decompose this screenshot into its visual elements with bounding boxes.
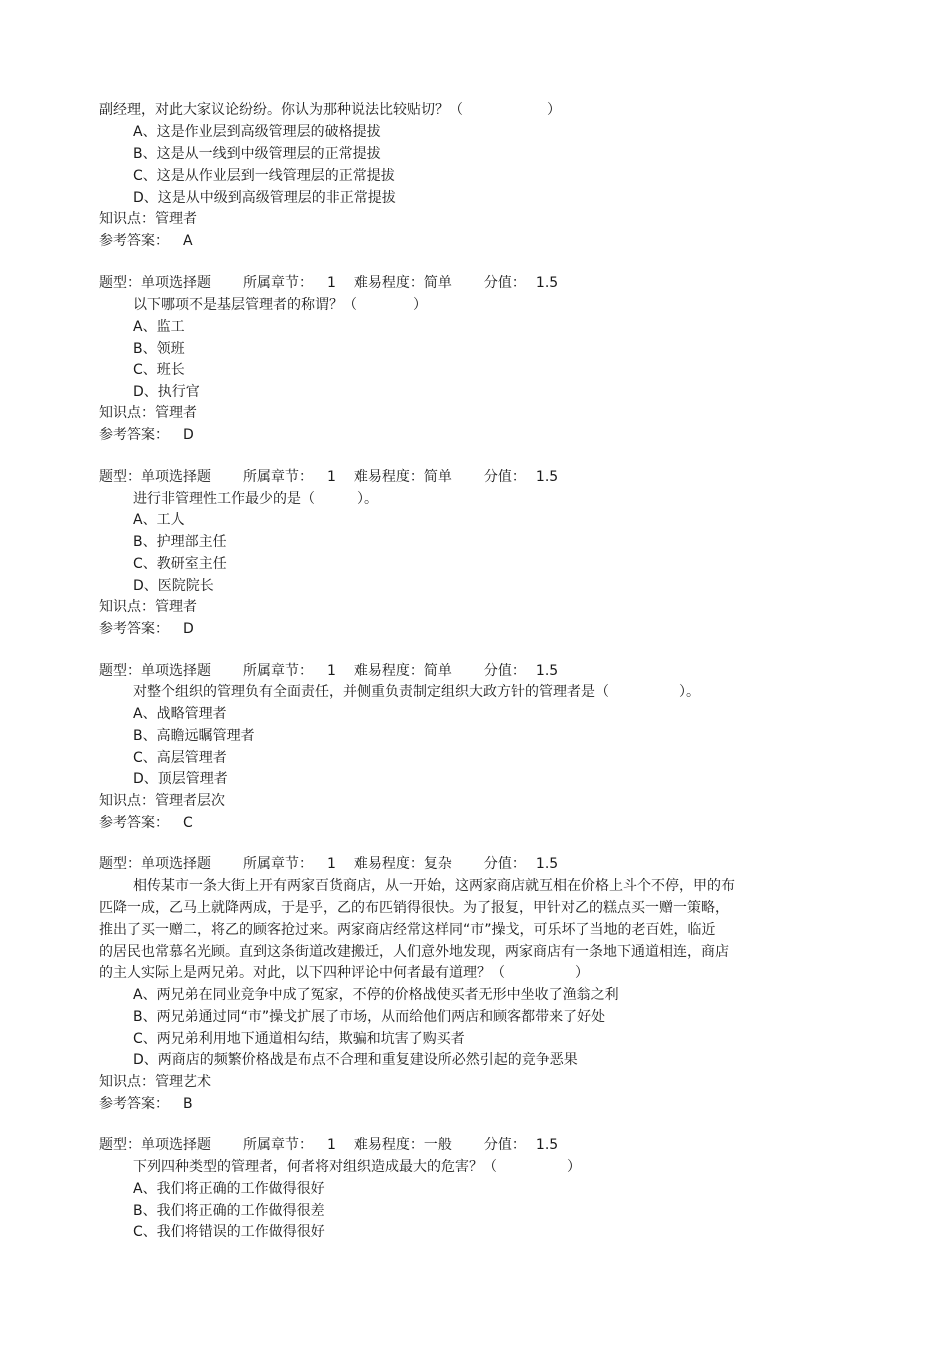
option-c: C、教研室主任 — [133, 556, 227, 572]
knowledge-point — [99, 596, 197, 618]
type-value: 单项选择题 — [141, 1137, 211, 1153]
question-stem: 副经理，对此大家议论纷纷。你认为那种说法比较贴切？（ ） — [99, 102, 561, 118]
knowledge-value: 管理者层次 — [155, 793, 225, 809]
option-b: B、领班 — [133, 341, 185, 357]
chapter-value: 1 — [327, 856, 336, 872]
option-b: B、两兄弟通过同“市”操戈扩展了市场，从而给他们两店和顾客都带来了好处 — [133, 1009, 606, 1025]
knowledge-label: 知识点： — [99, 405, 155, 421]
option-a: A、工人 — [133, 512, 185, 528]
option-b: B、我们将正确的工作做得很差 — [133, 1203, 325, 1219]
chapter-label: 所属章节： — [243, 856, 313, 872]
type-value: 单项选择题 — [141, 469, 211, 485]
option-d: D、这是从中级到高级管理层的非正常提拔 — [133, 190, 396, 206]
score-value: 1.5 — [535, 663, 559, 679]
option-b: B、这是从一线到中级管理层的正常提拔 — [133, 146, 381, 162]
difficulty-value: 简单 — [423, 275, 452, 291]
score-label: 分值： — [483, 1137, 526, 1153]
knowledge-value: 管理艺术 — [155, 1074, 211, 1090]
score-value: 1.5 — [535, 1137, 559, 1153]
knowledge-label: 知识点： — [99, 211, 155, 227]
difficulty-label: 难易程度： — [353, 856, 424, 872]
answer-label: 参考答案： — [99, 1096, 169, 1112]
question-stem-line-3: 推出了买一赠二，将乙的顾客抢过来。两家商店经常这样同“市”操戈，可乐坏了当地的老百姓，临近 — [99, 922, 716, 938]
knowledge-label: 知识点： — [99, 793, 155, 809]
type-label: 题型： — [99, 275, 141, 291]
option-d: D、执行官 — [133, 384, 200, 400]
chapter-label: 所属章节： — [243, 1137, 313, 1153]
type-label: 题型： — [99, 469, 141, 485]
question-stem-line-4: 的居民也常慕名光顾。直到这条街道改建搬迁，人们意外地发现，两家商店有一条地下通道相连，商店 — [99, 944, 729, 960]
answer-value: C — [183, 815, 193, 831]
reference-answer — [99, 618, 194, 640]
type-value: 单项选择题 — [141, 275, 211, 291]
difficulty-value: 一般 — [423, 1137, 452, 1153]
type-value: 单项选择题 — [141, 856, 211, 872]
score-label: 分值： — [483, 275, 526, 291]
knowledge-point — [99, 1071, 211, 1093]
chapter-label: 所属章节： — [243, 275, 313, 291]
option-b: B、高瞻远瞩管理者 — [133, 728, 255, 744]
option-d: D、顶层管理者 — [133, 771, 228, 787]
knowledge-value: 管理者 — [155, 211, 197, 227]
answer-label: 参考答案： — [99, 621, 169, 637]
chapter-value: 1 — [327, 663, 336, 679]
question-stem: 以下哪项不是基层管理者的称谓？（ ） — [133, 297, 427, 313]
question-meta — [99, 466, 558, 488]
option-a: A、我们将正确的工作做得很好 — [133, 1181, 325, 1197]
knowledge-label: 知识点： — [99, 1074, 155, 1090]
chapter-label: 所属章节： — [243, 663, 313, 679]
score-value: 1.5 — [535, 275, 559, 291]
type-label: 题型： — [99, 663, 141, 679]
knowledge-label: 知识点： — [99, 599, 155, 615]
question-meta — [99, 272, 558, 294]
option-c: C、两兄弟利用地下通道相勾结，欺骗和坑害了购买者 — [133, 1031, 465, 1047]
answer-value: A — [183, 233, 193, 249]
type-label: 题型： — [99, 856, 141, 872]
score-label: 分值： — [483, 856, 526, 872]
chapter-label: 所属章节： — [243, 469, 313, 485]
option-c: C、我们将错误的工作做得很好 — [133, 1224, 325, 1240]
option-d: D、两商店的频繁价格战是布点不合理和重复建设所必然引起的竞争恶果 — [133, 1052, 578, 1068]
knowledge-value: 管理者 — [155, 599, 197, 615]
answer-value: D — [183, 621, 194, 637]
knowledge-point — [99, 402, 197, 424]
question-meta — [99, 1134, 558, 1156]
option-d: D、医院院长 — [133, 578, 214, 594]
option-c: C、这是从作业层到一线管理层的正常提拔 — [133, 168, 395, 184]
score-value: 1.5 — [535, 469, 559, 485]
question-stem-line-2: 匹降一成，乙马上就降两成，于是乎，乙的布匹销得很快。为了报复，甲针对乙的糕点买一赠一策略， — [99, 900, 729, 916]
knowledge-value: 管理者 — [155, 405, 197, 421]
answer-value: D — [183, 427, 194, 443]
option-a: A、战略管理者 — [133, 706, 227, 722]
difficulty-value: 简单 — [423, 663, 452, 679]
reference-answer — [99, 1093, 193, 1115]
reference-answer — [99, 230, 193, 252]
score-label: 分值： — [483, 663, 526, 679]
chapter-value: 1 — [327, 275, 336, 291]
question-stem-line-5: 的主人实际上是两兄弟。对此，以下四种评论中何者最有道理？（ ） — [99, 965, 589, 981]
option-c: C、高层管理者 — [133, 750, 227, 766]
question-meta — [99, 660, 558, 682]
option-c: C、班长 — [133, 362, 185, 378]
question-stem: 下列四种类型的管理者，何者将对组织造成最大的危害？（ ） — [133, 1159, 581, 1175]
type-value: 单项选择题 — [141, 663, 211, 679]
difficulty-value: 简单 — [423, 469, 452, 485]
option-a: A、两兄弟在同业竞争中成了冤家，不停的价格战使买者无形中坐收了渔翁之利 — [133, 987, 619, 1003]
question-stem-line-1: 相传某市一条大街上开有两家百货商店，从一开始，这两家商店就互相在价格上斗个不停，甲的布 — [133, 878, 735, 894]
chapter-value: 1 — [327, 469, 336, 485]
option-b: B、护理部主任 — [133, 534, 227, 550]
option-a: A、这是作业层到高级管理层的破格提拔 — [133, 124, 381, 140]
knowledge-point — [99, 208, 197, 230]
question-stem: 对整个组织的管理负有全面责任，并侧重负责制定组织大政方针的管理者是（ ）。 — [133, 684, 700, 700]
answer-label: 参考答案： — [99, 427, 169, 443]
difficulty-label: 难易程度： — [353, 663, 424, 679]
reference-answer — [99, 812, 193, 834]
question-stem: 进行非管理性工作最少的是（ ）。 — [133, 491, 378, 507]
reference-answer — [99, 424, 194, 446]
answer-label: 参考答案： — [99, 233, 169, 249]
answer-label: 参考答案： — [99, 815, 169, 831]
question-meta — [99, 853, 558, 875]
difficulty-label: 难易程度： — [353, 1137, 424, 1153]
chapter-value: 1 — [327, 1137, 336, 1153]
score-label: 分值： — [483, 469, 526, 485]
option-a: A、监工 — [133, 319, 185, 335]
difficulty-label: 难易程度： — [353, 275, 424, 291]
answer-value: B — [183, 1096, 193, 1112]
difficulty-value: 复杂 — [423, 856, 452, 872]
difficulty-label: 难易程度： — [353, 469, 424, 485]
type-label: 题型： — [99, 1137, 141, 1153]
score-value: 1.5 — [535, 856, 559, 872]
knowledge-point — [99, 790, 225, 812]
